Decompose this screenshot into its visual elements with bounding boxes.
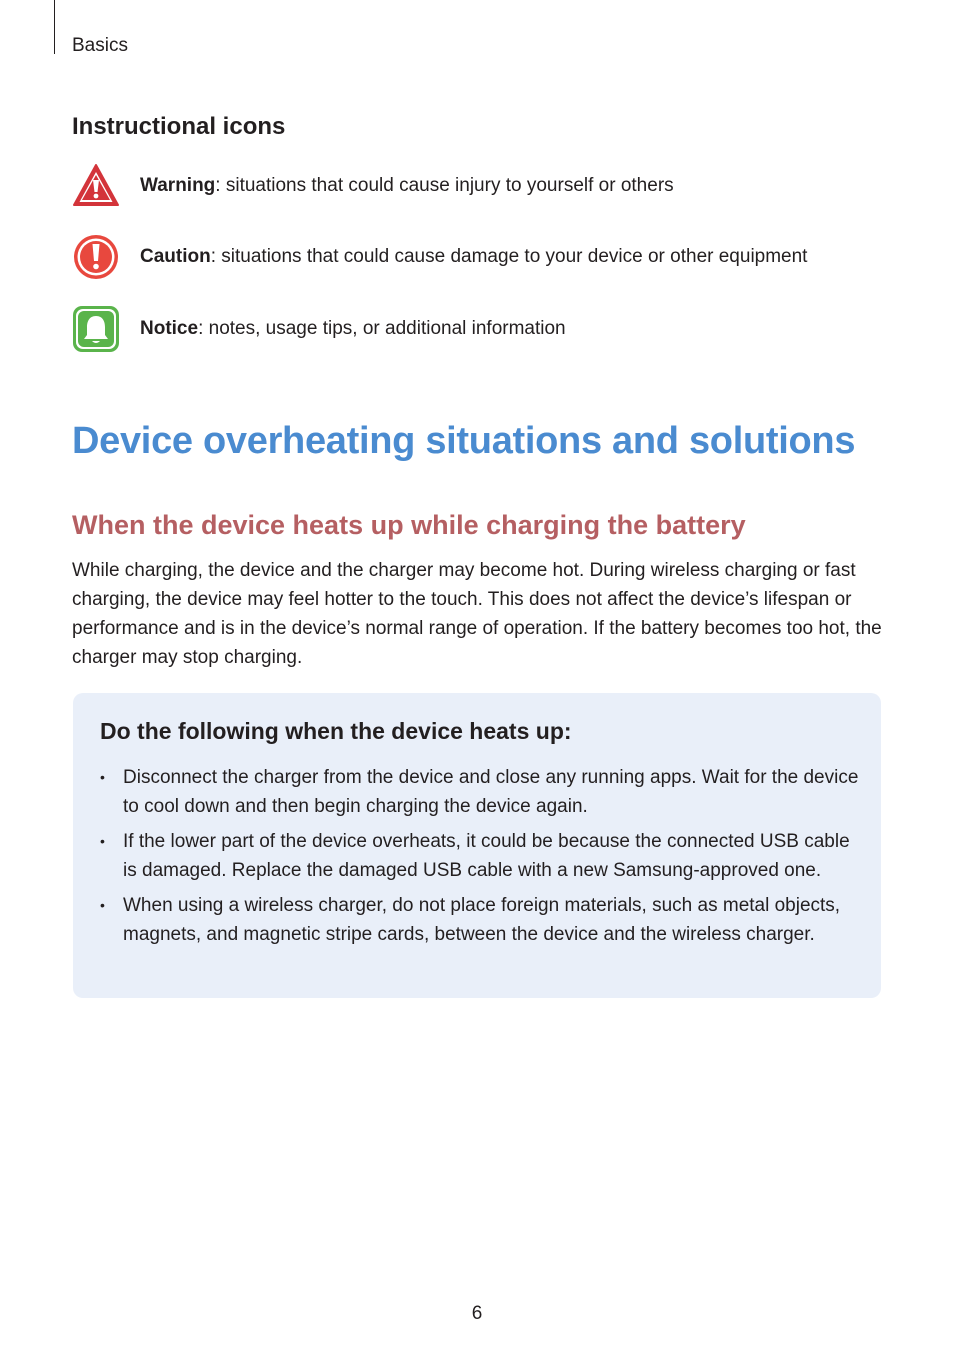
bullet-icon: • bbox=[100, 897, 105, 913]
list-item bbox=[100, 827, 860, 885]
tip-list bbox=[100, 763, 860, 955]
warning-description bbox=[140, 175, 674, 197]
page-title: Device overheating situations and solutions bbox=[72, 420, 856, 462]
page-number: 6 bbox=[471, 1303, 483, 1324]
warning-term: Warning bbox=[140, 175, 216, 196]
section-subtitle: When the device heats up while charging the battery bbox=[72, 510, 746, 540]
bullet-icon: • bbox=[100, 833, 105, 849]
notice-term: Notice bbox=[140, 318, 199, 339]
list-item-text: Disconnect the charger from the device and close any running apps. Wait for the device to cool down and then begin charging the device again. bbox=[123, 767, 859, 817]
notice-bell-icon bbox=[72, 305, 120, 353]
caution-row bbox=[72, 233, 807, 281]
list-item bbox=[100, 763, 860, 821]
warning-row bbox=[72, 162, 674, 210]
body-paragraph: While charging, the device and the charger may become hot. During wireless charging or fast charging, the device may feel hotter to the touch. This does not affect the device’s lifespan or performance and is in the device’s normal range of operation. If the battery becomes too hot, the charger may stop charging. bbox=[72, 560, 882, 668]
tip-box-title: Do the following when the device heats up: bbox=[100, 718, 572, 744]
tip-box bbox=[73, 693, 881, 998]
list-item-text: When using a wireless charger, do not place foreign materials, such as metal objects, magnets, and magnetic stripe cards, between the device and the wireless charger. bbox=[123, 895, 841, 945]
section-label: Basics bbox=[72, 35, 128, 56]
caution-description bbox=[140, 246, 807, 268]
list-item-text: If the lower part of the device overheats, it could be because the connected USB cable is damaged. Replace the damaged USB cable with a new Samsung-approved one. bbox=[123, 831, 850, 881]
warning-text: : situations that could cause injury to yourself or others bbox=[215, 175, 674, 196]
caution-exclamation-icon bbox=[72, 233, 120, 281]
bullet-icon: • bbox=[100, 769, 105, 785]
caution-term: Caution bbox=[140, 246, 211, 267]
warning-triangle-icon bbox=[72, 162, 120, 210]
caution-text: : situations that could cause damage to your device or other equipment bbox=[210, 246, 808, 267]
notice-description bbox=[140, 318, 566, 340]
list-item bbox=[100, 891, 860, 949]
instructional-icons-heading: Instructional icons bbox=[72, 113, 286, 140]
notice-text: : notes, usage tips, or additional information bbox=[198, 318, 566, 339]
header-rule bbox=[54, 0, 55, 54]
notice-row bbox=[72, 305, 566, 353]
